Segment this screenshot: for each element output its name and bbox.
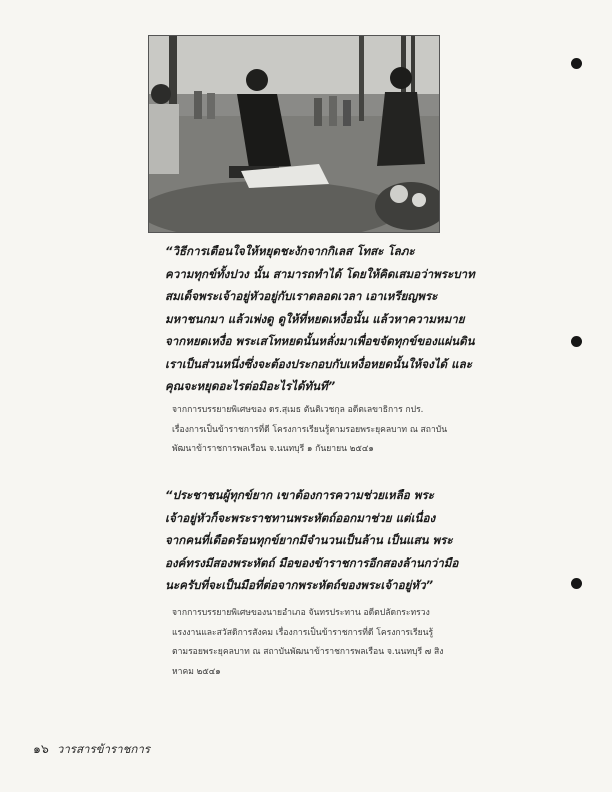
citation-line: พัฒนาข้าราชการพลเรือน จ.นนทบุรี ๑ กันยายน ๒๕๔๑	[172, 444, 374, 454]
ceremony-photograph	[148, 35, 440, 233]
citation-line: หาคม ๒๕๔๑	[172, 666, 221, 677]
royal-quote-sumet	[165, 240, 475, 398]
citation-line: แรงงานและสวัสดิการสังคม เรื่องการเป็นข้าราชการที่ดี โครงการเรียนรู้	[172, 627, 434, 638]
source-citation-sumet	[172, 401, 472, 460]
binder-hole-middle	[571, 336, 582, 347]
citation-line: จากการบรรยายพิเศษของ ดร.สุเมธ ตันติเวชกุล อดีตเลขาธิการ กปร.	[172, 405, 424, 415]
page-footer	[33, 739, 150, 759]
source-citation-labour	[172, 604, 472, 682]
quote-line: ความทุกข์ทั้งปวง นั้น สามารถทำได้ โดยให้คิดเสมอว่าพระบาท	[165, 266, 475, 281]
page-number: ๑๖	[33, 741, 49, 756]
royal-quote-two-hands	[165, 484, 465, 597]
quote-line: สมเด็จพระเจ้าอยู่หัวอยู่กับเราตลอดเวลา เอาเหรียญพระ	[165, 289, 438, 303]
quote-line: คุณจะหยุดอะไรต่อมิอะไรได้ทันที”	[165, 379, 336, 393]
citation-line: เรื่องการเป็นข้าราชการที่ดี โครงการเรียนรู้ตามรอยพระยุคลบาท ณ สถาบัน	[172, 424, 448, 435]
quote-line: “วิธีการเตือนใจให้หยุดชะงักจากกิเลส โทสะ โลภะ	[165, 244, 415, 258]
citation-line: ตามรอยพระยุคลบาท ณ สถาบันพัฒนาข้าราชการพลเรือน จ.นนทบุรี ๗ สิง	[172, 647, 444, 657]
quote-line: องค์ทรงมีสองพระหัตถ์ มือของข้าราชการอีกสองล้านกว่ามือ	[165, 555, 459, 570]
quote-line: เจ้าอยู่หัวก็จะพระราชทานพระหัตถ์ออกมาช่วย แต่เนื่อง	[165, 510, 436, 525]
binder-hole-bottom	[571, 578, 582, 589]
quote-line: “ประชาชนผู้ทุกข์ยาก เขาต้องการความช่วยเหลือ พระ	[165, 488, 434, 502]
publication-title: วารสารข้าราชการ	[56, 742, 150, 756]
binder-hole-top	[571, 58, 582, 69]
citation-line: จากการบรรยายพิเศษของนายอำเภอ จันทรประทาน อดีตปลัดกระทรวง	[172, 608, 430, 618]
quote-line: จากหยดเหงื่อ พระเสโทหยดนั้นหลั่งมาเพื่อขจัดทุกข์ของแผ่นดิน	[165, 334, 475, 348]
quote-line: มหาชนกมา แล้วเพ่งดู ดูให้ที่หยดเหงื่อนั้น แล้วหาความหมาย	[165, 311, 465, 326]
quote-line: จากคนที่เดือดร้อนทุกข์ยากมีจำนวนเป็นล้าน เป็นแสน พระ	[165, 533, 453, 547]
quote-line: เราเป็นส่วนหนึ่งซึ่งจะต้องประกอบกับเหงื่อหยดนั้นให้จงได้ และ	[165, 356, 472, 371]
quote-line: นะครับที่จะเป็นมือที่ต่อจากพระหัตถ์ของพระเจ้าอยู่หัว”	[165, 578, 434, 592]
